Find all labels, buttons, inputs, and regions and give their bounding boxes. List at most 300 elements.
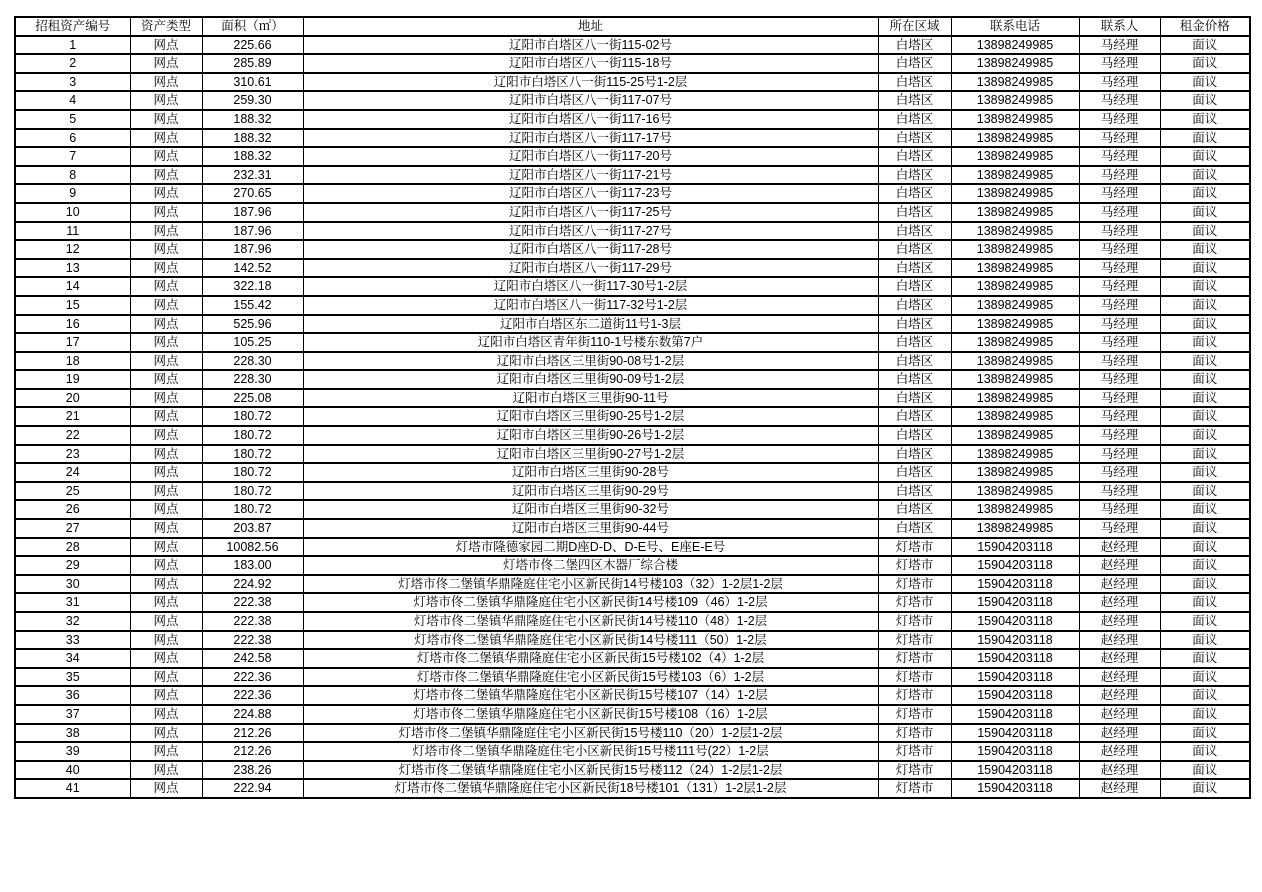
cell-asset-id: 36: [15, 686, 130, 705]
table-row: [15, 668, 1250, 687]
cell-price: 面议: [1160, 166, 1250, 185]
table-row: [15, 556, 1250, 575]
table-row: [15, 315, 1250, 334]
cell-price: 面议: [1160, 593, 1250, 612]
cell-asset-id: 21: [15, 407, 130, 426]
cell-phone: 13898249985: [951, 54, 1079, 73]
table-row: [15, 538, 1250, 557]
cell-area: 270.65: [202, 184, 303, 203]
cell-area: 285.89: [202, 54, 303, 73]
cell-asset-id: 18: [15, 352, 130, 371]
cell-area: 222.36: [202, 686, 303, 705]
cell-asset-id: 41: [15, 779, 130, 798]
cell-region: 灯塔市: [878, 686, 951, 705]
table-row: [15, 259, 1250, 278]
cell-asset-id: 25: [15, 482, 130, 501]
cell-asset-type: 网点: [130, 649, 202, 668]
cell-address: 辽阳市白塔区八一街117-17号: [303, 129, 878, 148]
cell-region: 白塔区: [878, 166, 951, 185]
cell-asset-type: 网点: [130, 519, 202, 538]
cell-contact: 赵经理: [1079, 649, 1160, 668]
table-row: [15, 742, 1250, 761]
table-row: [15, 129, 1250, 148]
table-row: [15, 166, 1250, 185]
table-row: [15, 612, 1250, 631]
cell-phone: 13898249985: [951, 519, 1079, 538]
cell-address: 辽阳市白塔区八一街115-25号1-2层: [303, 73, 878, 92]
table-row: [15, 500, 1250, 519]
cell-address: 辽阳市白塔区八一街117-27号: [303, 222, 878, 241]
cell-asset-type: 网点: [130, 724, 202, 743]
cell-asset-id: 5: [15, 110, 130, 129]
cell-asset-type: 网点: [130, 73, 202, 92]
cell-asset-id: 1: [15, 36, 130, 55]
cell-area: 188.32: [202, 110, 303, 129]
cell-area: 187.96: [202, 240, 303, 259]
cell-region: 白塔区: [878, 500, 951, 519]
cell-phone: 13898249985: [951, 73, 1079, 92]
cell-address: 灯塔市佟二堡镇华鼎隆庭住宅小区新民街15号楼102（4）1-2层: [303, 649, 878, 668]
cell-asset-type: 网点: [130, 389, 202, 408]
cell-price: 面议: [1160, 445, 1250, 464]
cell-asset-id: 30: [15, 575, 130, 594]
cell-address: 辽阳市白塔区三里街90-27号1-2层: [303, 445, 878, 464]
table-row: [15, 649, 1250, 668]
cell-asset-type: 网点: [130, 612, 202, 631]
cell-asset-id: 19: [15, 370, 130, 389]
cell-phone: 13898249985: [951, 407, 1079, 426]
cell-asset-type: 网点: [130, 203, 202, 222]
cell-region: 白塔区: [878, 482, 951, 501]
cell-asset-id: 27: [15, 519, 130, 538]
cell-price: 面议: [1160, 296, 1250, 315]
cell-asset-type: 网点: [130, 110, 202, 129]
cell-asset-id: 34: [15, 649, 130, 668]
cell-price: 面议: [1160, 73, 1250, 92]
cell-area: 222.36: [202, 668, 303, 687]
cell-price: 面议: [1160, 724, 1250, 743]
cell-contact: 赵经理: [1079, 575, 1160, 594]
cell-contact: 马经理: [1079, 482, 1160, 501]
cell-address: 辽阳市白塔区八一街117-16号: [303, 110, 878, 129]
cell-contact: 马经理: [1079, 54, 1160, 73]
table-row: [15, 426, 1250, 445]
cell-asset-type: 网点: [130, 445, 202, 464]
cell-contact: 马经理: [1079, 389, 1160, 408]
cell-area: 187.96: [202, 222, 303, 241]
cell-area: 225.66: [202, 36, 303, 55]
cell-price: 面议: [1160, 500, 1250, 519]
cell-address: 辽阳市白塔区八一街117-25号: [303, 203, 878, 222]
cell-price: 面议: [1160, 240, 1250, 259]
cell-phone: 15904203118: [951, 779, 1079, 798]
cell-price: 面议: [1160, 91, 1250, 110]
table-row: [15, 147, 1250, 166]
cell-region: 灯塔市: [878, 705, 951, 724]
cell-asset-id: 39: [15, 742, 130, 761]
cell-address: 灯塔市佟二堡镇华鼎隆庭住宅小区新民街15号楼111号(22）1-2层: [303, 742, 878, 761]
cell-area: 322.18: [202, 277, 303, 296]
cell-price: 面议: [1160, 333, 1250, 352]
cell-area: 259.30: [202, 91, 303, 110]
cell-contact: 马经理: [1079, 352, 1160, 371]
cell-region: 白塔区: [878, 370, 951, 389]
cell-asset-type: 网点: [130, 556, 202, 575]
column-header-address: 地址: [303, 17, 878, 36]
cell-contact: 赵经理: [1079, 686, 1160, 705]
cell-area: 183.00: [202, 556, 303, 575]
cell-asset-id: 12: [15, 240, 130, 259]
cell-price: 面议: [1160, 612, 1250, 631]
cell-contact: 马经理: [1079, 240, 1160, 259]
cell-area: 188.32: [202, 147, 303, 166]
cell-phone: 13898249985: [951, 352, 1079, 371]
cell-asset-id: 22: [15, 426, 130, 445]
cell-contact: 马经理: [1079, 129, 1160, 148]
cell-price: 面议: [1160, 110, 1250, 129]
cell-price: 面议: [1160, 668, 1250, 687]
cell-region: 白塔区: [878, 240, 951, 259]
cell-address: 辽阳市白塔区三里街90-26号1-2层: [303, 426, 878, 445]
cell-asset-type: 网点: [130, 370, 202, 389]
cell-asset-id: 28: [15, 538, 130, 557]
cell-address: 灯塔市佟二堡镇华鼎隆庭住宅小区新民街14号楼111（50）1-2层: [303, 631, 878, 650]
cell-contact: 马经理: [1079, 426, 1160, 445]
cell-contact: 马经理: [1079, 407, 1160, 426]
cell-price: 面议: [1160, 519, 1250, 538]
cell-address: 辽阳市白塔区青年街110-1号楼东数第7户: [303, 333, 878, 352]
cell-price: 面议: [1160, 686, 1250, 705]
cell-address: 辽阳市白塔区三里街90-11号: [303, 389, 878, 408]
cell-phone: 13898249985: [951, 463, 1079, 482]
table-row: [15, 277, 1250, 296]
cell-asset-id: 9: [15, 184, 130, 203]
cell-address: 灯塔市佟二堡镇华鼎隆庭住宅小区新民街15号楼108（16）1-2层: [303, 705, 878, 724]
cell-phone: 13898249985: [951, 370, 1079, 389]
cell-phone: 13898249985: [951, 333, 1079, 352]
cell-contact: 马经理: [1079, 184, 1160, 203]
cell-price: 面议: [1160, 36, 1250, 55]
cell-price: 面议: [1160, 352, 1250, 371]
cell-address: 辽阳市白塔区三里街90-09号1-2层: [303, 370, 878, 389]
cell-region: 灯塔市: [878, 742, 951, 761]
cell-asset-id: 35: [15, 668, 130, 687]
table-row: [15, 73, 1250, 92]
table-row: [15, 705, 1250, 724]
cell-contact: 赵经理: [1079, 556, 1160, 575]
cell-price: 面议: [1160, 631, 1250, 650]
cell-price: 面议: [1160, 370, 1250, 389]
cell-phone: 15904203118: [951, 631, 1079, 650]
table-row: [15, 370, 1250, 389]
cell-area: 242.58: [202, 649, 303, 668]
cell-price: 面议: [1160, 129, 1250, 148]
cell-asset-type: 网点: [130, 166, 202, 185]
cell-area: 222.38: [202, 631, 303, 650]
cell-area: 10082.56: [202, 538, 303, 557]
cell-area: 224.92: [202, 575, 303, 594]
cell-address: 辽阳市白塔区八一街117-30号1-2层: [303, 277, 878, 296]
cell-contact: 马经理: [1079, 166, 1160, 185]
cell-region: 灯塔市: [878, 761, 951, 780]
cell-asset-id: 37: [15, 705, 130, 724]
cell-region: 灯塔市: [878, 538, 951, 557]
cell-region: 灯塔市: [878, 593, 951, 612]
cell-asset-type: 网点: [130, 426, 202, 445]
cell-address: 灯塔市佟二堡镇华鼎隆庭住宅小区新民街15号楼107（14）1-2层: [303, 686, 878, 705]
cell-address: 辽阳市白塔区八一街117-23号: [303, 184, 878, 203]
column-header-contact: 联系人: [1079, 17, 1160, 36]
cell-asset-type: 网点: [130, 407, 202, 426]
cell-price: 面议: [1160, 705, 1250, 724]
cell-contact: 马经理: [1079, 222, 1160, 241]
cell-contact: 马经理: [1079, 259, 1160, 278]
cell-contact: 马经理: [1079, 296, 1160, 315]
cell-phone: 13898249985: [951, 445, 1079, 464]
cell-asset-id: 6: [15, 129, 130, 148]
cell-asset-id: 40: [15, 761, 130, 780]
cell-asset-type: 网点: [130, 352, 202, 371]
cell-address: 辽阳市白塔区东二道街11号1-3层: [303, 315, 878, 334]
cell-address: 辽阳市白塔区八一街115-02号: [303, 36, 878, 55]
cell-phone: 15904203118: [951, 593, 1079, 612]
cell-address: 辽阳市白塔区三里街90-29号: [303, 482, 878, 501]
cell-phone: 13898249985: [951, 222, 1079, 241]
cell-phone: 13898249985: [951, 129, 1079, 148]
cell-area: 525.96: [202, 315, 303, 334]
cell-area: 142.52: [202, 259, 303, 278]
cell-address: 辽阳市白塔区八一街117-32号1-2层: [303, 296, 878, 315]
cell-asset-type: 网点: [130, 593, 202, 612]
cell-phone: 15904203118: [951, 724, 1079, 743]
cell-phone: 15904203118: [951, 742, 1079, 761]
table-row: [15, 110, 1250, 129]
table-row: [15, 296, 1250, 315]
cell-price: 面议: [1160, 407, 1250, 426]
table-row: [15, 575, 1250, 594]
cell-price: 面议: [1160, 761, 1250, 780]
cell-region: 白塔区: [878, 333, 951, 352]
cell-region: 灯塔市: [878, 556, 951, 575]
cell-asset-id: 11: [15, 222, 130, 241]
cell-phone: 15904203118: [951, 612, 1079, 631]
cell-price: 面议: [1160, 463, 1250, 482]
cell-region: 白塔区: [878, 315, 951, 334]
cell-contact: 马经理: [1079, 463, 1160, 482]
cell-area: 180.72: [202, 482, 303, 501]
cell-asset-type: 网点: [130, 779, 202, 798]
cell-contact: 马经理: [1079, 277, 1160, 296]
cell-address: 辽阳市白塔区八一街117-21号: [303, 166, 878, 185]
table-row: [15, 519, 1250, 538]
cell-region: 白塔区: [878, 259, 951, 278]
cell-area: 232.31: [202, 166, 303, 185]
cell-region: 白塔区: [878, 445, 951, 464]
cell-phone: 15904203118: [951, 668, 1079, 687]
table-row: [15, 352, 1250, 371]
cell-address: 灯塔市佟二堡镇华鼎隆庭住宅小区新民街14号楼109（46）1-2层: [303, 593, 878, 612]
cell-asset-id: 7: [15, 147, 130, 166]
cell-region: 白塔区: [878, 352, 951, 371]
cell-price: 面议: [1160, 315, 1250, 334]
cell-area: 188.32: [202, 129, 303, 148]
cell-address: 辽阳市白塔区八一街117-29号: [303, 259, 878, 278]
cell-contact: 赵经理: [1079, 593, 1160, 612]
cell-area: 222.38: [202, 612, 303, 631]
cell-region: 白塔区: [878, 147, 951, 166]
cell-address: 灯塔市佟二堡镇华鼎隆庭住宅小区新民街15号楼110（20）1-2层1-2层: [303, 724, 878, 743]
cell-price: 面议: [1160, 649, 1250, 668]
column-header-region: 所在区域: [878, 17, 951, 36]
cell-contact: 马经理: [1079, 519, 1160, 538]
cell-phone: 15904203118: [951, 538, 1079, 557]
cell-region: 灯塔市: [878, 575, 951, 594]
cell-contact: 马经理: [1079, 315, 1160, 334]
table-row: [15, 463, 1250, 482]
cell-asset-type: 网点: [130, 222, 202, 241]
cell-area: 212.26: [202, 742, 303, 761]
cell-phone: 15904203118: [951, 705, 1079, 724]
cell-phone: 15904203118: [951, 761, 1079, 780]
cell-asset-id: 24: [15, 463, 130, 482]
column-header-area: 面积（㎡）: [202, 17, 303, 36]
cell-area: 224.88: [202, 705, 303, 724]
cell-contact: 赵经理: [1079, 742, 1160, 761]
cell-address: 灯塔市隆德家园二期D座D-D、D-E号、E座E-E号: [303, 538, 878, 557]
cell-price: 面议: [1160, 389, 1250, 408]
cell-asset-id: 8: [15, 166, 130, 185]
cell-asset-type: 网点: [130, 761, 202, 780]
cell-price: 面议: [1160, 259, 1250, 278]
cell-area: 180.72: [202, 426, 303, 445]
table-row: [15, 184, 1250, 203]
cell-address: 辽阳市白塔区三里街90-28号: [303, 463, 878, 482]
cell-region: 白塔区: [878, 203, 951, 222]
cell-asset-id: 17: [15, 333, 130, 352]
cell-region: 白塔区: [878, 296, 951, 315]
cell-phone: 13898249985: [951, 259, 1079, 278]
cell-price: 面议: [1160, 184, 1250, 203]
cell-phone: 13898249985: [951, 482, 1079, 501]
cell-phone: 13898249985: [951, 240, 1079, 259]
column-header-phone: 联系电话: [951, 17, 1079, 36]
cell-region: 灯塔市: [878, 724, 951, 743]
cell-region: 白塔区: [878, 73, 951, 92]
cell-contact: 马经理: [1079, 370, 1160, 389]
cell-phone: 15904203118: [951, 649, 1079, 668]
cell-phone: 13898249985: [951, 500, 1079, 519]
cell-area: 203.87: [202, 519, 303, 538]
cell-area: 180.72: [202, 500, 303, 519]
cell-price: 面议: [1160, 277, 1250, 296]
cell-area: 180.72: [202, 463, 303, 482]
table-row: [15, 389, 1250, 408]
cell-contact: 马经理: [1079, 147, 1160, 166]
cell-asset-type: 网点: [130, 538, 202, 557]
cell-asset-id: 33: [15, 631, 130, 650]
cell-phone: 15904203118: [951, 575, 1079, 594]
cell-asset-type: 网点: [130, 240, 202, 259]
cell-region: 灯塔市: [878, 612, 951, 631]
cell-asset-type: 网点: [130, 36, 202, 55]
cell-contact: 马经理: [1079, 110, 1160, 129]
cell-area: 310.61: [202, 73, 303, 92]
cell-price: 面议: [1160, 482, 1250, 501]
cell-asset-id: 38: [15, 724, 130, 743]
cell-asset-type: 网点: [130, 631, 202, 650]
table-body: [15, 36, 1250, 798]
cell-phone: 13898249985: [951, 166, 1079, 185]
asset-table: [14, 16, 1251, 799]
cell-phone: 15904203118: [951, 556, 1079, 575]
cell-region: 灯塔市: [878, 779, 951, 798]
cell-asset-id: 2: [15, 54, 130, 73]
cell-contact: 赵经理: [1079, 631, 1160, 650]
cell-contact: 马经理: [1079, 500, 1160, 519]
cell-address: 辽阳市白塔区八一街117-07号: [303, 91, 878, 110]
cell-phone: 13898249985: [951, 296, 1079, 315]
cell-contact: 赵经理: [1079, 705, 1160, 724]
cell-asset-type: 网点: [130, 705, 202, 724]
cell-area: 228.30: [202, 352, 303, 371]
cell-phone: 13898249985: [951, 389, 1079, 408]
cell-asset-id: 20: [15, 389, 130, 408]
cell-region: 灯塔市: [878, 631, 951, 650]
cell-phone: 13898249985: [951, 36, 1079, 55]
cell-asset-id: 10: [15, 203, 130, 222]
header-row: [15, 17, 1250, 36]
cell-asset-type: 网点: [130, 91, 202, 110]
cell-asset-type: 网点: [130, 147, 202, 166]
cell-asset-type: 网点: [130, 315, 202, 334]
table-row: [15, 631, 1250, 650]
cell-address: 灯塔市佟二堡镇华鼎隆庭住宅小区新民街14号楼103（32）1-2层1-2层: [303, 575, 878, 594]
cell-area: 225.08: [202, 389, 303, 408]
cell-area: 105.25: [202, 333, 303, 352]
cell-asset-type: 网点: [130, 277, 202, 296]
cell-phone: 13898249985: [951, 426, 1079, 445]
cell-region: 白塔区: [878, 407, 951, 426]
cell-asset-type: 网点: [130, 742, 202, 761]
cell-asset-id: 16: [15, 315, 130, 334]
cell-asset-type: 网点: [130, 296, 202, 315]
cell-area: 212.26: [202, 724, 303, 743]
cell-area: 228.30: [202, 370, 303, 389]
cell-region: 白塔区: [878, 129, 951, 148]
cell-contact: 马经理: [1079, 203, 1160, 222]
cell-contact: 赵经理: [1079, 724, 1160, 743]
cell-asset-id: 29: [15, 556, 130, 575]
table-row: [15, 333, 1250, 352]
cell-contact: 赵经理: [1079, 538, 1160, 557]
column-header-asset-id: 招租资产编号: [15, 17, 130, 36]
table-row: [15, 593, 1250, 612]
cell-price: 面议: [1160, 779, 1250, 798]
table-row: [15, 686, 1250, 705]
table-row: [15, 779, 1250, 798]
cell-area: 180.72: [202, 445, 303, 464]
cell-asset-id: 32: [15, 612, 130, 631]
cell-region: 白塔区: [878, 277, 951, 296]
table-row: [15, 482, 1250, 501]
cell-asset-id: 15: [15, 296, 130, 315]
cell-region: 白塔区: [878, 184, 951, 203]
cell-price: 面议: [1160, 222, 1250, 241]
cell-asset-type: 网点: [130, 259, 202, 278]
cell-asset-type: 网点: [130, 686, 202, 705]
cell-asset-type: 网点: [130, 333, 202, 352]
cell-region: 灯塔市: [878, 668, 951, 687]
